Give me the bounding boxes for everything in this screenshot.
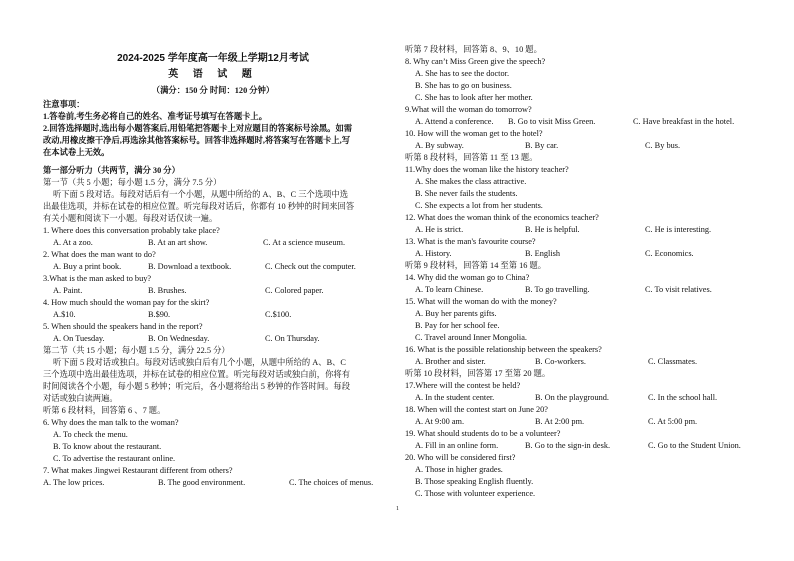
options-7 [43, 477, 383, 489]
options-12 [405, 224, 755, 236]
option-c[interactable]: C. Check out the computer. [265, 262, 356, 271]
option-c[interactable]: C. He is interesting. [645, 225, 712, 234]
material-7: 听第 7 段材料，回答第 8、9、10 题。 [405, 45, 542, 54]
option-c[interactable]: C. Colored paper. [265, 286, 324, 295]
option-b[interactable]: B. At an art show. [148, 238, 208, 247]
option-b[interactable]: B. At 2:00 pm. [535, 417, 585, 426]
material-9: 听第 9 段材料，回答第 14 至第 16 题。 [405, 261, 547, 270]
options-2 [43, 261, 383, 273]
question-11: 11.Why does the woman like the history teacher? [405, 165, 569, 174]
section1-instruction: 出最佳选项，并标在试卷的相应位置。听完每段对话后，你都有 10 秒钟的时间来回答 [43, 202, 355, 211]
question-1: 1. Where does this conversation probably take place? [43, 226, 220, 235]
question-19: 19. What should students do to be a volunteer? [405, 429, 561, 438]
option-b[interactable]: B. She never fails the students. [415, 189, 518, 198]
question-17: 17.Where will the contest be held? [405, 381, 521, 390]
option-b[interactable]: B. English [525, 249, 561, 258]
section1-instruction: 听下面 5 段对话。每段对话后有一个小题，从题中所给的 A、B、C 三个选项中选 [53, 190, 349, 199]
question-3: 3.What is the man asked to buy? [43, 274, 152, 283]
option-b[interactable]: B. He is helpful. [525, 225, 580, 234]
question-2: 2. What does the man want to do? [43, 250, 156, 259]
option-a[interactable]: A. Those in higher grades. [415, 465, 503, 474]
notes-heading: 注意事项： [43, 100, 85, 109]
option-c[interactable]: C. To advertise the restaurant online. [53, 454, 176, 463]
option-a[interactable]: A. Brother and sister. [415, 357, 486, 366]
option-b[interactable]: B. On the playground. [535, 393, 609, 402]
option-b[interactable]: B. Those speaking English fluently. [415, 477, 534, 486]
option-b[interactable]: B. Go to the sign-in desk. [525, 441, 611, 450]
section1-heading: 第一节（共 5 小题；每小题 1.5 分，满分 7.5 分） [43, 178, 222, 187]
question-8: 8. Why can’t Miss Green give the speech? [405, 57, 546, 66]
option-a[interactable]: A. He is strict. [415, 225, 464, 234]
section2-instruction: 对话或独白读两遍。 [43, 394, 118, 403]
question-6: 6. Why does the man talk to the woman? [43, 418, 179, 427]
option-a[interactable]: A. By subway. [415, 141, 464, 150]
options-1 [43, 237, 383, 249]
question-13: 13. What is the man's favourite course? [405, 237, 536, 246]
option-b[interactable]: B. Brushes. [148, 286, 187, 295]
question-18: 18. When will the contest start on June 20? [405, 405, 548, 414]
options-18 [405, 416, 755, 428]
option-b[interactable]: B. The good environment. [158, 478, 246, 487]
section1-instruction: 有关小题和阅读下一小题。每段对话仅读一遍。 [43, 214, 218, 223]
option-c[interactable]: C. Economics. [645, 249, 694, 258]
option-a[interactable]: A. At 9:00 am. [415, 417, 465, 426]
option-a[interactable]: A.$10. [53, 310, 76, 319]
option-a[interactable]: A. Buy her parents gifts. [415, 309, 497, 318]
option-c[interactable]: C. Travel around Inner Mongolia. [415, 333, 527, 342]
option-a[interactable]: A. In the student center. [415, 393, 495, 402]
option-b[interactable]: B. Pay for her school fee. [415, 321, 500, 330]
option-a[interactable]: A. On Tuesday. [53, 334, 105, 343]
section2-instruction: 听下面 5 段对话或独白。每段对话或独白后有几个小题，从题中所给的 A、B、C [53, 358, 346, 367]
option-b[interactable]: B.$90. [148, 310, 171, 319]
option-a[interactable]: A. At a zoo. [53, 238, 93, 247]
option-b[interactable]: B. To know about the restaurant. [53, 442, 162, 451]
option-c[interactable]: C. Classmates. [648, 357, 698, 366]
options-9 [405, 116, 755, 128]
options-10 [405, 140, 755, 152]
section2-instruction: 三个选项中选出最佳选项，并标在试卷的相应位置。听完每段对话或独白前，你将有 [43, 370, 350, 379]
option-a[interactable]: A. To check the menu. [53, 430, 128, 439]
exam-meta: （满分：150 分 时间：120 分钟） [151, 86, 275, 95]
options-5 [43, 333, 383, 345]
option-a[interactable]: A. Buy a print book. [53, 262, 122, 271]
options-16 [405, 356, 755, 368]
options-14 [405, 284, 755, 296]
question-20: 20. Who will be considered first? [405, 453, 516, 462]
option-a[interactable]: A. Paint. [53, 286, 83, 295]
question-5: 5. When should the speakers hand in the report? [43, 322, 203, 331]
option-b[interactable]: B. Co-workers. [535, 357, 586, 366]
question-12: 12. What does the woman think of the economics teacher? [405, 213, 599, 222]
part1-heading: 第一部分听力（共两节，满分 30 分） [43, 166, 180, 175]
option-a[interactable]: A. To learn Chinese. [415, 285, 484, 294]
question-10: 10. How will the woman get to the hotel? [405, 129, 543, 138]
left-column [43, 51, 383, 489]
option-b[interactable]: B. To go travelling. [525, 285, 590, 294]
material-8: 听第 8 段材料，回答第 11 至 13 题。 [405, 153, 538, 162]
option-a[interactable]: A. She has to see the doctor. [415, 69, 510, 78]
option-c[interactable]: C. By bus. [645, 141, 681, 150]
option-a[interactable]: A. Attend a conference. [415, 117, 494, 126]
option-c[interactable]: C. At 5:00 pm. [648, 417, 698, 426]
section2-heading: 第二节（共 15 小题；每小题 1.5 分，满分 22.5 分） [43, 346, 230, 355]
option-b[interactable]: B. On Wednesday. [148, 334, 210, 343]
question-4: 4. How much should the woman pay for the skirt? [43, 298, 210, 307]
option-c[interactable]: C. She expects a lot from her students. [415, 201, 543, 210]
question-9: 9.What will the woman do tomorrow? [405, 105, 532, 114]
option-b[interactable]: B. She has to go on business. [415, 81, 512, 90]
options-17 [405, 392, 755, 404]
option-a[interactable]: A. Fill in an online form. [415, 441, 499, 450]
notes-item: 2.回答选择题时,选出每小题答案后,用铅笔把答题卡上对应题目的答案标号涂黑。如需 [43, 124, 353, 133]
option-b[interactable]: B. Download a textbook. [148, 262, 232, 271]
question-7: 7. What makes Jingwei Restaurant different from others? [43, 466, 233, 475]
section2-instruction: 时间阅读各个小题，每小题 5 秒钟；听完后，各小题将给出 5 秒钟的作答时间。每段 [43, 382, 350, 391]
material-6: 听第 6 段材料，回答第 6 、7 题。 [43, 406, 166, 415]
option-b[interactable]: B. Go to visit Miss Green. [508, 117, 596, 126]
question-15: 15. What will the woman do with the money? [405, 297, 557, 306]
options-19 [405, 440, 755, 452]
option-c[interactable]: C.$100. [265, 310, 292, 319]
options-4 [43, 309, 383, 321]
option-b[interactable]: B. By car. [525, 141, 559, 150]
right-column [405, 44, 755, 500]
option-a[interactable]: A. The low prices. [43, 478, 105, 487]
material-10: 听第 10 段材料，回答第 17 至第 20 题。 [405, 369, 551, 378]
option-c[interactable]: C. Those with volunteer experience. [415, 489, 536, 498]
option-c[interactable]: C. In the school hall. [648, 393, 718, 402]
notes-item: 在本试卷上无效。 [43, 148, 110, 157]
notes-item: 1.答卷前,考生务必将自己的姓名、准考证号填写在答题卡上。 [43, 112, 268, 121]
options-13 [405, 248, 755, 260]
option-c[interactable]: C. At a science museum. [263, 238, 346, 247]
option-c[interactable]: C. Go to the Student Union. [648, 441, 741, 450]
notes-item: 改动,用橡皮擦干净后,再选涂其他答案标号。回答非选择题时,将答案写在答题卡上,写 [43, 136, 350, 145]
options-3 [43, 285, 383, 297]
exam-subject: 英 语 试 题 [168, 69, 258, 80]
option-c[interactable]: C. To visit relatives. [645, 285, 712, 294]
page-number: 1 [396, 506, 399, 512]
option-a[interactable]: A. She makes the class attractive. [415, 177, 527, 186]
option-c[interactable]: C. Have breakfast in the hotel. [633, 117, 735, 126]
question-14: 14. Why did the woman go to China? [405, 273, 530, 282]
option-a[interactable]: A. History. [415, 249, 452, 258]
exam-title: 2024-2025 学年度高一年级上学期12月考试 [117, 53, 309, 64]
option-c[interactable]: C. She has to look after her mother. [415, 93, 533, 102]
option-c[interactable]: C. On Thursday. [265, 334, 320, 343]
option-c[interactable]: C. The choices of menus. [289, 478, 374, 487]
question-16: 16. What is the possible relationship between the speakers? [405, 345, 602, 354]
